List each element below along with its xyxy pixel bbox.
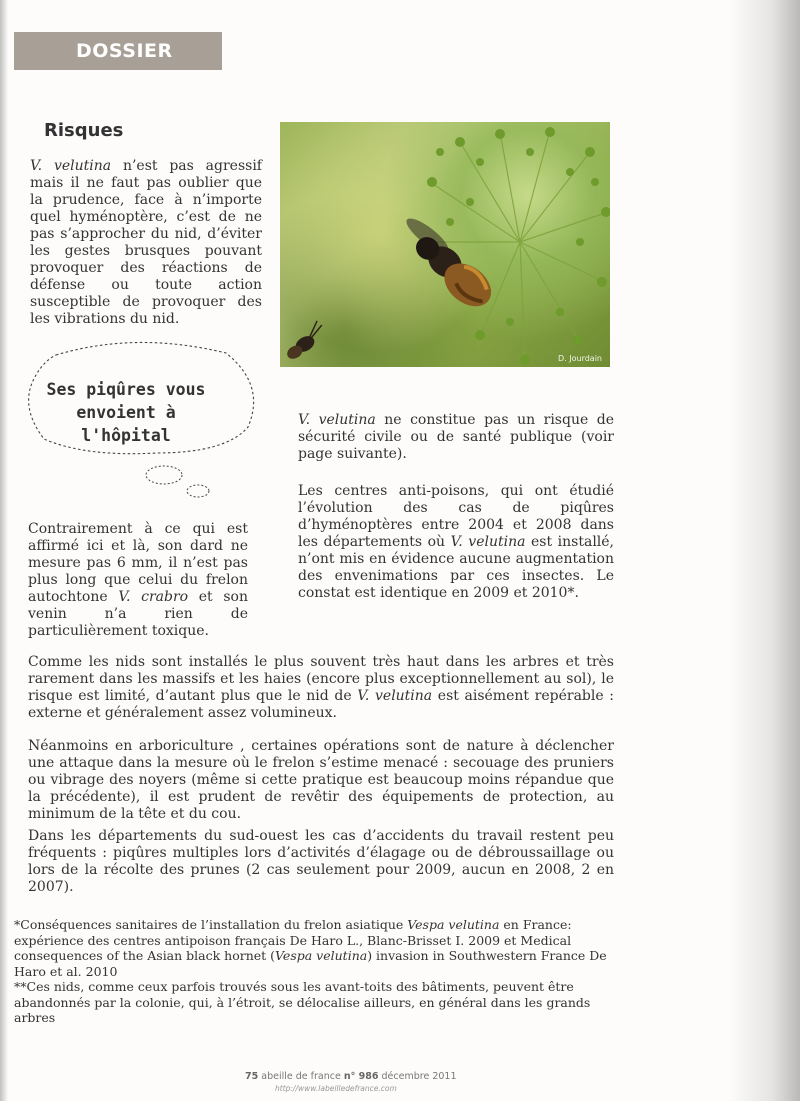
footnote-1: *Conséquences sanitaires de l’installation du frelon asiatique Vespa velutina en France: expérience des centres antipoison français De Haro L., Blanc-Brisset I. 2009 et Medical consequences of the Asian black hornet (Vespa velutina) invasion in Southwestern France De Haro et al. 2010 [14, 917, 607, 979]
photo-credit: D. Jourdain [558, 354, 602, 363]
callout-text: Ses piqûres vous envoient à l'hôpital [46, 380, 206, 445]
sting-paragraph: Contrairement à ce qui est affirmé ici et là, son dard ne mesure pas 6 mm, il n’est pas plus long que celui du frelon autochtone V. crabro et son venin n’a rien de particulièrement toxique. [28, 521, 248, 639]
arboriculture-paragraph: Néanmoins en arboriculture , certaines opérations sont de nature à déclencher une attaque dans la mesure où le frelon s’estime menacé : secouage des pruniers ou vibrage des noyers (même si cette pratique est beaucoup moins répandue que la précédente), il est prudent de revêtir des équipements de protection, au minimum de la tête et du cou. [28, 738, 614, 822]
issue-number: n° 986 [343, 1071, 379, 1082]
page-footer [245, 1071, 457, 1082]
velutina-paragraph: V. velutina ne constitue pas un risque de sécurité civile ou de santé publique (voir page suivante). [298, 412, 614, 462]
issue-date: décembre 2011 [381, 1071, 457, 1082]
species-name: V. velutina [298, 412, 376, 428]
page-binding-shadow [730, 0, 800, 1101]
nests-paragraph: Comme les nids sont installés le plus souvent très haut dans les arbres et très rarement dans les massifs et les haies (encore plus exceptionnellement au sol), le risque est limité, d’autant plus que le nid de V. velutina est aisément repérable : externe et généralement assez volumineux. [28, 654, 614, 721]
section-label: DOSSIER [14, 32, 222, 70]
species-name: V. crabro [118, 589, 189, 605]
page-left-edge [0, 0, 8, 1101]
species-name: V. velutina [357, 688, 433, 704]
southwest-paragraph: Dans les départements du sud-ouest les cas d’accidents du travail restent peu fréquents : piqûres multiples lors d’activités d’élagage ou de débroussaillage ou lors de la récolte des prunes (2 cas seulement pour 2009, aucun en 2008, 2 en 2007). [28, 828, 614, 895]
antipoison-paragraph: Les centres anti-poisons, qui ont étudié l’évolution des cas de piqûres d’hyménoptères entre 2004 et 2008 dans les départements où V. velutina est installé, n’ont mis en évidence aucune augmentation des envenimations par ces insectes. Le constat est identique en 2009 et 2010*. [298, 483, 615, 601]
footnote-2: **Ces nids, comme ceux parfois trouvés sous les avant-toits des bâtiments, peuvent être abandonnés par la colonie, qui, à l’étroit, se délocalise ailleurs, en général dans les grands arbres [14, 979, 591, 1025]
page-number: 75 [245, 1071, 259, 1082]
section-heading: Risques [44, 120, 124, 141]
magazine-name: abeille de france [261, 1071, 341, 1082]
species-name: V. velutina [450, 534, 526, 550]
species-name: V. velutina [30, 158, 112, 174]
hornet-illustration [280, 122, 610, 367]
footer-url: http://www.labeilledefrance.com [275, 1084, 397, 1093]
risk-paragraph: V. velutina n’est pas agressif mais il ne faut pas oublier que la prudence, face à n’importe quel hyménoptère, c’est de ne pas s’approcher du nid, d’éviter les gestes brusques pouvant provoquer des réactions de défense ou toute action susceptible de provoquer des les vibrations du nid. [30, 158, 262, 327]
footnotes [14, 917, 614, 1026]
hornet-photo [280, 122, 610, 367]
